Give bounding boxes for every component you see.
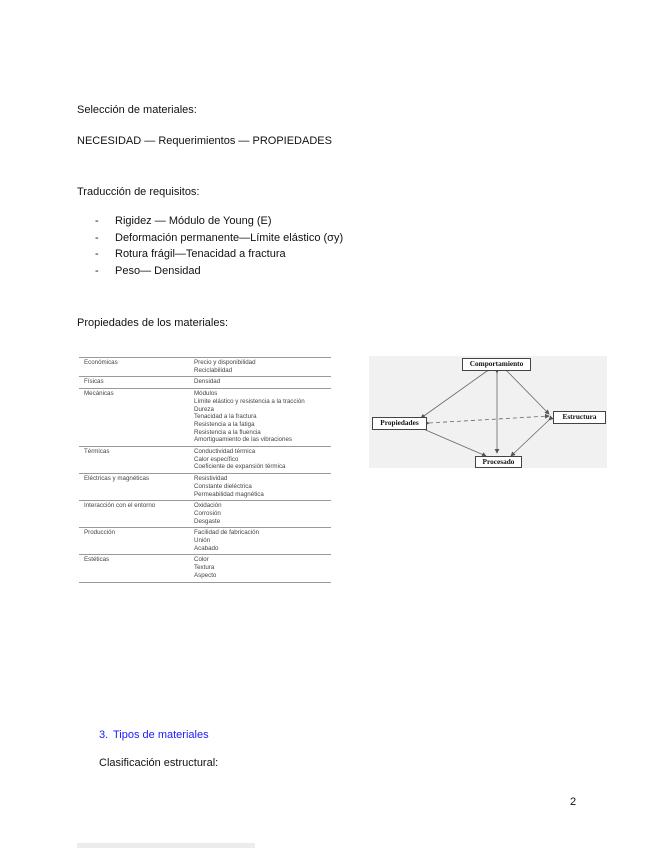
arrow-comportamiento-estructura — [507, 371, 549, 414]
diagram-node-procesado: Procesado — [475, 456, 522, 468]
list-item: - Rotura frágil—Tenacidad a fractura — [95, 248, 286, 260]
arrow-propiedades-estructura — [429, 416, 549, 423]
table-row — [79, 447, 331, 474]
list-item: - Peso— Densidad — [95, 264, 201, 277]
table-properties: Precio y disponibilidad Reciclabilidad — [190, 358, 331, 377]
table-properties: Módulos Límite elástico y resistencia a la tracción Dureza Tenacidad a la fractura Resistencia a la fatiga Resistencia a la fluencia Amortiguamiento de las vibraciones — [190, 389, 331, 447]
page-number: 2 — [570, 796, 577, 808]
requirements-chain: NECESIDAD — Requerimientos — PROPIEDADES — [77, 135, 332, 147]
table-category: Producción — [79, 528, 190, 555]
table-category: Interacción con el entorno — [79, 501, 190, 528]
propiedades-heading: Propiedades de los materiales: — [77, 317, 229, 329]
table-properties: Oxidación Corrosión Desgaste — [190, 501, 331, 528]
table-row — [79, 528, 331, 555]
chain-requerimientos: Requerimientos — [158, 135, 236, 147]
table-category: Físicas — [79, 377, 190, 389]
table-category: Mecánicas — [79, 389, 190, 447]
section-3-number: 3. — [99, 729, 109, 741]
table-row — [79, 501, 331, 528]
table-row — [79, 474, 331, 501]
table-category: Económicas — [79, 358, 190, 377]
table-properties: Facilidad de fabricación Unión Acabado — [190, 528, 331, 555]
property-table — [79, 357, 331, 583]
material-tetrahedron-diagram — [369, 356, 607, 468]
arrow-estructura-procesado — [511, 420, 549, 456]
table-properties: Conductividad térmica Calor específico Coeficiente de expansión térmica — [190, 447, 331, 474]
list-item: - Rigidez — Módulo de Young (E) — [95, 215, 272, 227]
chain-propiedades: PROPIEDADES — [252, 135, 332, 147]
chain-necesidad: NECESIDAD — [77, 135, 142, 147]
table-category: Eléctricas y magnéticas — [79, 474, 190, 501]
table-properties: Resistividad Constante dieléctrica Permeabilidad magnética — [190, 474, 331, 501]
arrow-propiedades-procesado — [421, 428, 486, 456]
requirements-list — [95, 213, 343, 279]
diagram-node-estructura: Estructura — [553, 411, 606, 424]
list-item: - Deformación permanente—Límite elástico (σy) — [95, 231, 344, 244]
next-page-preview — [77, 843, 255, 848]
diagram-node-comportamiento: Comportamiento — [462, 358, 531, 371]
table-properties: Densidad — [190, 377, 331, 389]
clasificacion-heading: Clasificación estructural: — [99, 757, 219, 769]
seleccion-heading: Selección de materiales: — [77, 104, 197, 116]
table-row — [79, 389, 331, 447]
arrow-comportamiento-propiedades — [421, 371, 487, 418]
table-row — [79, 377, 331, 389]
table-row — [79, 555, 331, 582]
diagram-node-propiedades: Propiedades — [372, 417, 427, 430]
table-category: Térmicas — [79, 447, 190, 474]
section-3-title: Tipos de materiales — [113, 729, 209, 741]
traduccion-heading: Traducción de requisitos: — [77, 186, 200, 198]
table-category: Estéticas — [79, 555, 190, 582]
section-3-heading — [99, 729, 209, 741]
table-row — [79, 358, 331, 377]
table-properties: Color Textura Aspecto — [190, 555, 331, 582]
